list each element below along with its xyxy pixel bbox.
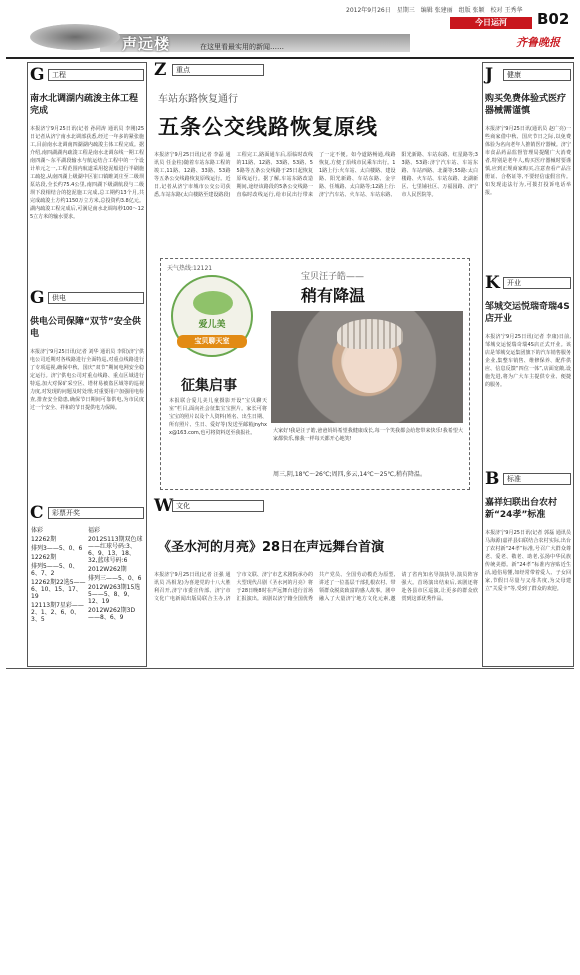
article-title: 邹城交运悦瑞奇瑞4S店开业 [485, 302, 570, 324]
section-letter: K [485, 273, 500, 293]
section-letter: G [30, 288, 45, 308]
lottery-line: 12262期 [31, 536, 57, 543]
section-letter: Z [154, 60, 167, 80]
lottery-line: 排列5——5、0、6、7、2 [31, 563, 79, 577]
lottery-table [30, 527, 144, 625]
article-body: 本报济宁9月25日讯(记者 郭磊 通讯员 马海源)嘉祥县妇联结合农村实际,出台了农村新“24孝”标准,号召广大群众尊老、爱老、敬老、助老,弘扬中华民族传统美德。新“24孝”标准内容贴近生活,通俗易懂,如经常带着爱人、子女回家,节假日尽量与父母共度,为父母建立“关爱卡”等,受到了群众的欢迎。 [485, 530, 571, 592]
lottery-line: 2012S113期双色球——红球号码:3、6、9、13、18、32,蓝球号码:6 [88, 536, 143, 564]
promo-body: 本报联合爱儿美儿童摄影开设“宝贝聊天室”栏目,面向社会征集宝宝照片。家长可将宝宝的照片以及个人资料(姓名、出生日期、所有照片、生日、爱好等)发送至邮箱jnyhxx@163.com,也可将资料送至我报社。 [169, 398, 267, 436]
right-column [482, 62, 574, 667]
left-section-lottery [30, 505, 144, 625]
lottery-line: 2012W262期3D——8、6、9 [88, 607, 136, 621]
lottery-welfare-column [88, 527, 143, 621]
lottery-sports-column [31, 527, 86, 623]
section-tag: 重点 [172, 64, 264, 76]
right-section-health [485, 67, 571, 275]
center-culture-story [154, 498, 478, 659]
baby-caption: 大家好!我是汪子皓,爸爸妈妈希望我健康成长,每一个笑我都会给您带来快乐!我希望大家都快乐,像我一样每天都开心地笑! [273, 428, 463, 442]
weather-feature-box [160, 258, 470, 490]
lottery-line: 12262期22选5——6、10、15、17、19 [31, 579, 86, 600]
left-section-engineering [30, 67, 144, 260]
left-section-power [30, 290, 144, 498]
article-title: 嘉祥妇联出台农村新“24孝”标准 [485, 498, 558, 520]
section-letter: B [485, 469, 500, 489]
footer-rule [6, 668, 574, 669]
article-title: 购买免费体验式医疗器械需谨慎 [485, 94, 567, 116]
leaf-icon [193, 291, 233, 315]
article-body: 本报济宁9月25日讯(通讯员 赵广亮)一些商家借中秋、国庆节日之际,以免费体验为名向老年人推销医疗器械。济宁市食品药品监督管理局提醒广大消费者,特别是老年人,购买医疗器械时要谨慎,应到正规商家购买,注意查看产品注册证、合格证等,不要轻信虚假宣传。如发现违法行为,可拨打投诉电话举报。 [485, 126, 571, 196]
section-tag: 开业 [503, 277, 571, 289]
lottery-line: 福彩 [88, 527, 101, 534]
section-tag: 工程 [48, 69, 144, 81]
article-headline: 五条公交线路恢复原线 [158, 115, 378, 139]
lottery-line: 体彩 [31, 527, 44, 534]
section-tag: 文化 [172, 500, 264, 512]
article-body: 本报济宁9月25日讯(记者 刘华 通讯员 李阳)济宁供电公司近期对各线路进行全面特巡,对重点线路进行了专项巡视,确保中秋、国庆“双节”期间电网安全稳定运行。济宁供电公司对重点线路、重点区域进行特巡,加大对保矿采空区、塔材易被盗区域等的巡视力度,对发现的问题及时处理;对重要用户加强用电检查,排查安全隐患,确保节日期间可靠供电,为市民度过一个安全、祥和的节日提供电力保障。 [30, 349, 144, 411]
section-tagline: 在这里看最实用的新闻…… [200, 43, 284, 51]
weather-forecast: 周三,阴,18℃～26℃;周四,多云,14℃～25℃,稍有降温。 [273, 471, 427, 478]
lottery-line: 12113期7星彩——2、1、2、6、0、3、5 [31, 602, 84, 623]
left-column [27, 62, 147, 667]
baby-photo [271, 311, 463, 423]
article-body: 本报济宁9月25日讯(记者 孙同涛 通讯员 李刚)25日记者从济宁南水北调部获悉,经过一年多的紧张施工,目前南水北调南四湖湖内疏浚主体工程完成。据介绍,南四湖湖内疏浚工程是南水北调东线一期工程南四湖～东平湖段输水与航运结合工程中的一个设计单元之一,工程范围内航道采用挖泥船进行半刷施工疏挖,从南四湖上级湖中区崔口镇睢刘庄至二级坝泵站段,全长约75.4公里,南四湖下级湖航段与二级坝下段相结合的挖泥施工完成,总工期约13个月,共完成疏浚土方约1150万立方米,总投资约3.8亿元。湖内疏浚工程完成后,可满足南水北调每秒100～125立方米的输水要求。 [30, 126, 144, 220]
right-section-opening [485, 275, 571, 483]
section-letter: C [30, 503, 44, 523]
lottery-line: 12262期 [31, 554, 57, 561]
weather-hotline: 天气热线:12121 [167, 265, 213, 272]
photo-studio-logo [171, 275, 253, 357]
center-lead-story [154, 62, 478, 247]
section-letter: G [30, 65, 45, 85]
article-headline: 《圣水河的月亮》28日在声远舞台首演 [158, 540, 385, 555]
newspaper-logo: 齐鲁晚报 [516, 36, 560, 49]
page-number: B02 [537, 10, 570, 28]
weather-headline: 稍有降温 [301, 286, 366, 305]
article-title: 供电公司保障“双节”安全供电 [30, 317, 141, 339]
lottery-line: 2012W263期15选5——5、8、9、12、19 [88, 584, 141, 605]
lottery-line: 2012W262期 [88, 566, 127, 573]
section-letter: W [154, 496, 174, 516]
issue-info: 2012年9月26日 星期三 编辑 张建丽 组版 张颖 校对 王秀华 [346, 7, 523, 14]
section-tag: 今日运河 [450, 17, 532, 29]
section-tag: 供电 [48, 292, 144, 304]
section-tag: 彩票开奖 [48, 507, 144, 519]
section-tag: 健康 [503, 69, 571, 81]
knit-hat [337, 319, 403, 349]
chatroom-badge: 宝贝聊天室 [177, 335, 247, 348]
section-title: 声远楼 [122, 35, 171, 53]
lottery-line: 排列三——5、0、6 [88, 575, 142, 582]
lottery-line: 排列3——5、0、6 [31, 545, 83, 552]
section-tag: 标准 [503, 473, 571, 485]
studio-brand: 爱儿美 [198, 320, 226, 330]
promo-title: 征集启事 [181, 378, 237, 394]
baby-kicker: 宝贝汪子皓—— [301, 272, 365, 282]
article-title: 南水北调湖内疏浚主体工程完成 [30, 94, 139, 116]
article-body: 本报济宁9月25日讯(记者 李康)日前,邹城交运悦瑞奇瑞4S店正式开业。该店是邹城交运集团旗下的汽车销售服务企业,集整车销售、维修保养、配件供应、信息反馈“四位一体”,店面宽敞,设施先进,将为广大车主提供专业、便捷的服务。 [485, 334, 571, 388]
section-emblem [30, 24, 120, 50]
section-letter: J [485, 65, 494, 85]
article-body: 本报济宁9月25日讯(记者 李磊 通讯员 任金柱)随着车站东路工程的竣工,11路、12路、33路、53路等五条公交线路恢复原线运行。近日,记者从济宁市城市公交公司获悉,车站东路(太白楼路至建设路段)工程完工,路面通车后,原临时改线的11路、12路、33路、53路、55路等五条公交线路于25日起恢复原线运行。据了解,车站东路改造期间,途经该路段的5条公交线路一直临时改线运行,给市民出行带来了一定不便。如今道路畅通,线路恢复,方便了沿线市民乘车出行。11路上行:火车站、太白楼路、建设路、阳光新路、车站东路、金宇路、任城路、太白路等;12路上行:济宁汽车站、火车站、车站东路、阳光新路、车站东路、红星路等;33路、53路:济宁汽车站、车站东路、车站西路、北湖等;55路:太白楼路、火车站、车站东路、北湖新区、七里铺社区、万福园路、济宁市人民医院等。 [154, 152, 478, 198]
header-rule [6, 57, 574, 59]
article-subtitle: 车站东路恢复通行 [158, 94, 238, 105]
right-section-standard [485, 471, 571, 669]
article-body: 本报济宁9月25日讯(记者 汪强 通讯员 冯相龙)为喜迎党的十八大胜利召开,济宁市委宣传部、济宁市文化广电新闻出版局联合主办,济宁市文联、济宁市艺术剧院承办的大型现代吕剧《圣水河的月亮》将于28日晚8时在声远舞台进行首场汇报演出。该剧以济宁籍全国优秀共产党员、全国劳动模范为原型,讲述了一位基层干部扎根农村、带领群众脱贫致富的感人故事。剧中融入了大量济宁地方文化元素,邀请了省内知名导演执导,演员阵容强大。首场演出结束后,该剧还将赴各县市区巡演,让更多的群众欣赏到这部优秀作品。 [154, 572, 478, 602]
